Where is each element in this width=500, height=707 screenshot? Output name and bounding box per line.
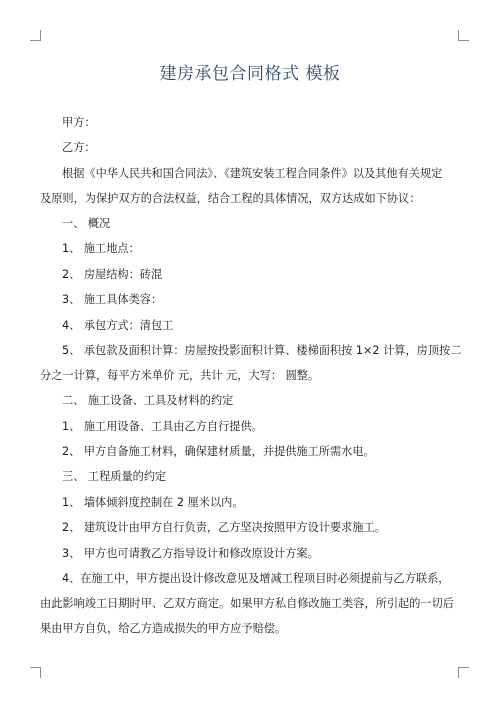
page-corner-mark-bottom-left	[30, 667, 41, 678]
clause-design-responsibility: 2、 建筑设计由甲方自行负责，乙方坚决按照甲方设计要求施工。	[62, 521, 386, 534]
clause-equipment-provision: 1、 施工用设备、工具由乙方自行提供。	[62, 420, 263, 433]
clause-house-structure: 2、 房屋结构：砖混	[62, 268, 163, 281]
preamble-line-1: 根据《中华人民共和国合同法》、《建筑安装工程合同条件》以及其他有关规定	[62, 167, 443, 180]
page-corner-mark-top-left	[30, 30, 41, 41]
clause-materials-provision: 2、 甲方自备施工材料，确保建材质量，并提供施工所需水电。	[62, 445, 375, 458]
clause-contract-method: 4、 承包方式：清包工	[62, 319, 174, 332]
page-corner-mark-top-right	[458, 30, 469, 41]
clause-modification-line-1: 4、在施工中，甲方提出设计修改意见及增减工程项目时必须提前与乙方联系，	[62, 572, 450, 585]
clause-design-guidance: 3、 甲方也可请教乙方指导设计和修改原设计方案。	[62, 547, 319, 560]
clause-modification-line-2: 由此影响竣工日期时甲、乙双方商定。如果甲方私自修改施工类容，所引起的一切后	[40, 597, 454, 610]
clause-construction-content: 3、 施工具体类容：	[62, 293, 163, 306]
document-title: 建房承包合同格式 模板	[159, 64, 341, 84]
clause-payment-area-line-2: 分之一计算，每平方米单价 元，共计 元，大写： 圆整。	[40, 369, 320, 382]
section-heading-overview: 一、 概况	[62, 217, 111, 230]
clause-construction-site: 1、 施工地点：	[62, 242, 140, 255]
section-heading-equipment: 二、 施工设备、工具及材料的约定	[62, 394, 234, 407]
clause-wall-tilt: 1、 墙体倾斜度控制在 2 厘米以内。	[62, 496, 244, 509]
section-heading-quality: 三、 工程质量的约定	[62, 470, 167, 483]
party-b-line: 乙方：	[62, 141, 96, 154]
preamble-line-2: 及原则，为保护双方的合法权益，结合工程的具体情况，双方达成如下协议：	[40, 192, 421, 205]
clause-modification-line-3: 果由甲方自负，给乙方造成损失的甲方应予赔偿。	[40, 622, 287, 635]
party-a-line: 甲方：	[62, 116, 96, 129]
clause-payment-area-line-1: 5、 承包款及面积计算：房屋按投影面积计算、楼梯面积按 1×2 计算，房顶按二	[62, 344, 462, 357]
page-corner-mark-bottom-right	[458, 667, 469, 678]
